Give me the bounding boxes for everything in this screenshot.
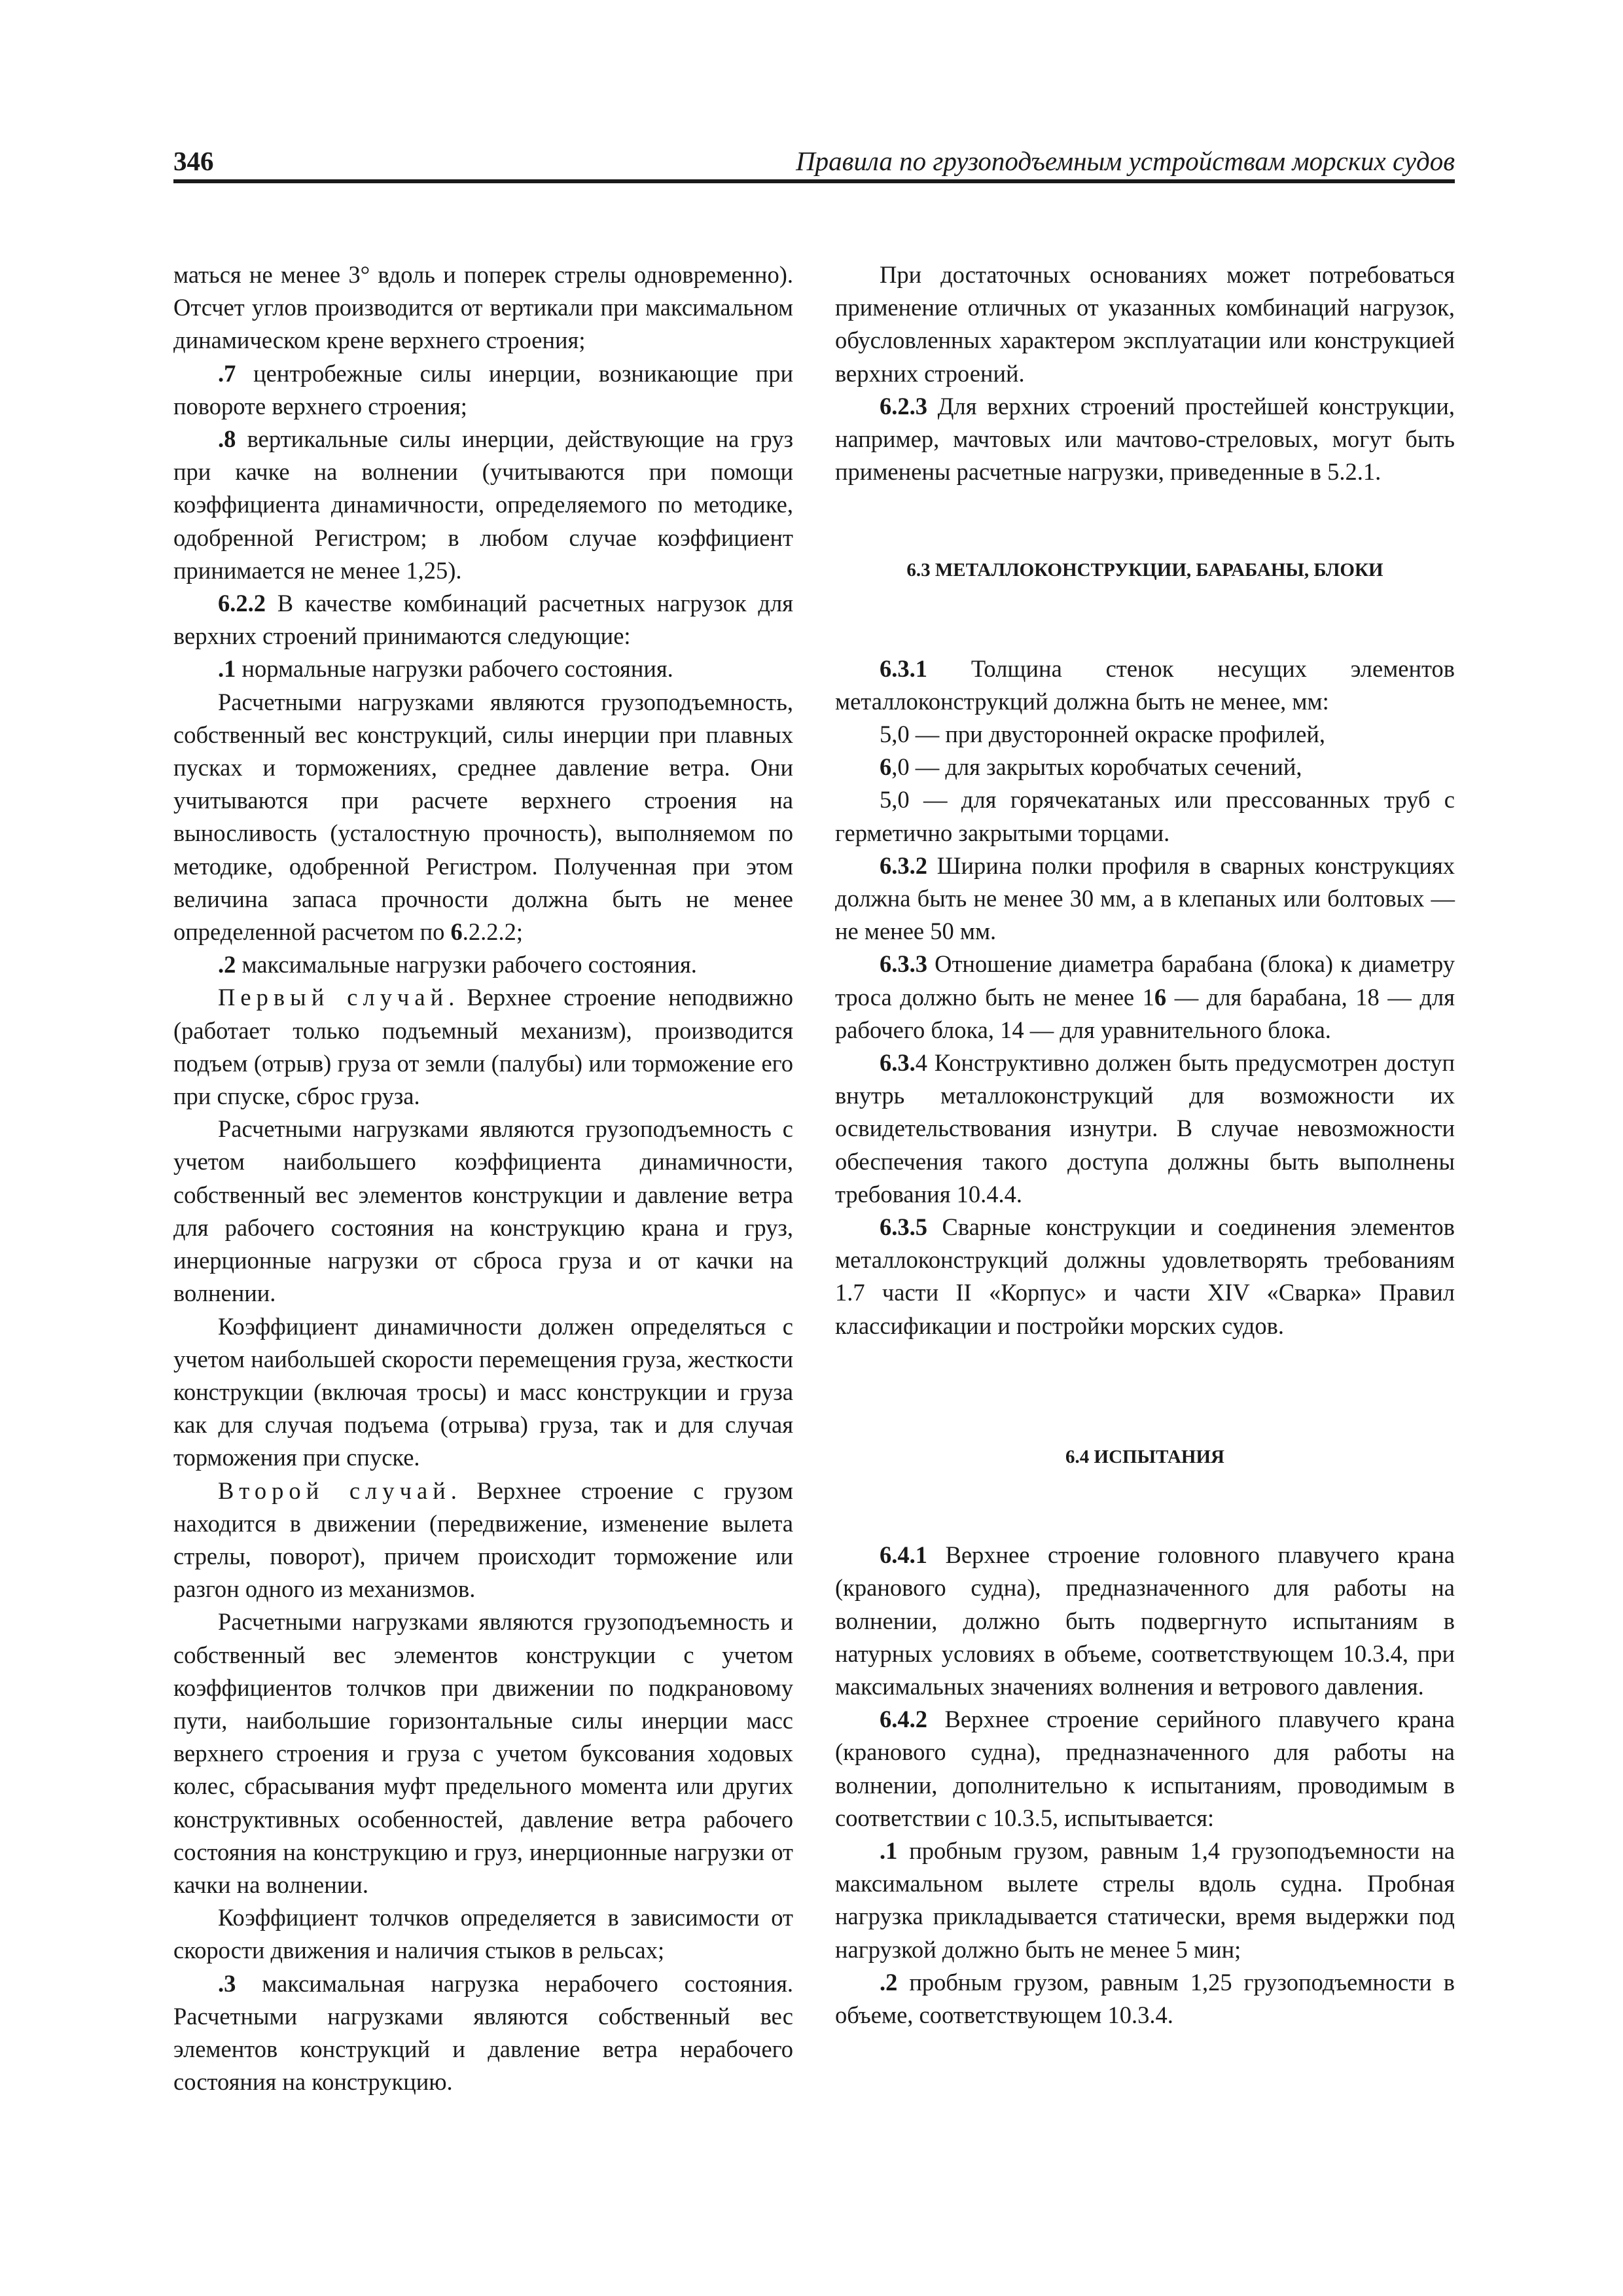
paragraph: 6.3.5 Сварные конструкции и соединения элементов металлоконструкций должны удовлетворять требованиям 1.7 части II «Корпус» и части XIV «Сварка» Правил классификации и постройки морских судов.	[835, 1213, 1455, 1339]
paragraph: 6.3.2 Ширина полки профиля в сварных конструкциях должна быть не менее 30 мм, а в клепаных или болтовых — не менее 50 мм.	[835, 852, 1455, 945]
page-number: 346	[173, 146, 214, 176]
paragraph: 6.3.1 Толщина стенок несущих элементов металлоконструкций должна быть не менее, мм:	[835, 655, 1455, 715]
paragraph: маться не менее 3° вдоль и поперек стрелы одновременно). Отсчет углов производится от вертикали при максимальном динамическом крене верхнего строения;	[173, 261, 793, 354]
paragraph: Расчетными нагрузками являются грузоподъемность с учетом наибольшего коэффициента динамичности, собственный вес элементов конструкции и давление ветра для рабочего состояния на конструкцию крана и груз, инерционные нагрузки от сброса груза и от качки на волнении.	[173, 1115, 793, 1307]
paragraph: 6.4.1 Верхнее строение головного плавучего крана (кранового судна), предназначенного для работы на волнении, должно быть подвергнуто испытаниям в натурных условиях в объеме, соответствующем 10.3.4, при максимальных значениях волнения и ветрового давления.	[835, 1541, 1455, 1700]
paragraph: 6,0 — для закрытых коробчатых сечений,	[880, 753, 1302, 781]
paragraph: .7 центробежные силы инерции, возникающие при повороте верхнего строения;	[173, 359, 793, 420]
paragraph: 6.2.3 Для верхних строений простейшей конструкции, например, мачтовых или мачтово-стреловых, могут быть применены расчетные нагрузки, приведенные в 5.2.1.	[835, 392, 1455, 486]
paragraph: Коэффициент динамичности должен определяться с учетом наибольшей скорости перемещения груза, жесткости конструкции (включая тросы) и масс конструкции и груза как для случая подъема (отрыва) груза, так и для случая торможения при спуске.	[173, 1312, 793, 1471]
paragraph: 5,0 — при двусторонней окраске профилей,	[880, 721, 1326, 748]
header-rule	[173, 179, 1455, 183]
paragraph: .1 пробным грузом, равным 1,4 грузоподъемности на максимальном вылете стрелы вдоль судна. Пробная нагрузка прикладывается статически, время выдержки под нагрузкой должно быть не менее 5 мин;	[835, 1837, 1455, 1963]
paragraph: Первый случай. Верхнее строение неподвижно (работает только подъемный механизм), производится подъем (отрыв) груза от земли (палубы) или торможение его при спуске, сброс груза.	[173, 984, 793, 1110]
paragraph: Расчетными нагрузками являются грузоподъемность и собственный вес элементов конструкции с учетом коэффициентов толчков при движении по подкрановому пути, наибольшие горизонтальные силы инерции масс верхнего строения и груза с учетом буксования ходовых колес, сбрасывания муфт предельного момента или других конструктивных особенностей, давление ветра рабочего состояния на конструкцию и груз, инерционные нагрузки от качки на волнении.	[173, 1608, 793, 1898]
left-column	[173, 259, 793, 2098]
paragraph: .3 максимальная нагрузка нерабочего состояния. Расчетными нагрузками являются собственный вес элементов конструкций и давление ветра нерабочего состояния на конструкцию.	[173, 1969, 793, 2096]
paragraph: 6.3.4 Конструктивно должен быть предусмотрен доступ внутрь металлоконструкций для возможности их освидетельствования изнутри. В случае невозможности обеспечения такого доступа должны быть выполнены требования 10.4.4.	[835, 1049, 1455, 1208]
paragraph: 6.2.2 В качестве комбинаций расчетных нагрузок для верхних строений принимаются следующие:	[173, 590, 793, 650]
paragraph: При достаточных основаниях может потребоваться применение отличных от указанных комбинаций нагрузок, обусловленных характером эксплуатации или конструкцией верхних строений.	[835, 261, 1455, 387]
running-title: Правила по грузоподъемным устройствам морских судов	[796, 146, 1455, 176]
paragraph: 5,0 — для горячекатаных или прессованных труб с герметично закрытыми торцами.	[835, 786, 1455, 846]
paragraph: 6.4.2 Верхнее строение серийного плавучего крана (кранового судна), предназначенного для работы на волнении, дополнительно к испытаниям, проводимым в соответствии с 10.3.5, испытывается:	[835, 1706, 1455, 1831]
section-heading-6-4: 6.4 ИСПЫТАНИЯ	[1065, 1446, 1224, 1467]
paragraph: Расчетными нагрузками являются грузоподъемность, собственный вес конструкций, силы инерции при плавных пусках и торможениях, среднее давление ветра. Они учитываются при расчете верхнего строения на выносливость (усталостную прочность), выполняемом по методике, одобренной Регистром. Полученная при этом величина запаса прочности должна быть не менее определенной расчетом по 6.2.2.2;	[173, 688, 793, 946]
paragraph: .2 пробным грузом, равным 1,25 грузоподъемности в объеме, соответствующем 10.3.4.	[835, 1968, 1455, 2028]
page-header	[173, 145, 1455, 182]
paragraph: .8 вертикальные силы инерции, действующие на груз при качке на волнении (учитываются при помощи коэффициента динамичности, определяемого по методике, одобренной Регистром; в любом случае коэффициент принимается не менее 1,25).	[173, 425, 793, 584]
paragraph: Второй случай. Верхнее строение с грузом находится в движении (передвижение, изменение вылета стрелы, поворот), причем происходит торможение или разгон одного из механизмов.	[173, 1477, 793, 1603]
right-column	[835, 259, 1455, 2032]
paragraph: .1 нормальные нагрузки рабочего состояния.	[218, 655, 673, 683]
paragraph: .2 максимальные нагрузки рабочего состояния.	[218, 951, 697, 978]
paragraph: 6.3.3 Отношение диаметра барабана (блока) к диаметру троса должно быть не менее 16 — для барабана, 18 — для рабочего блока, 14 — для уравнительного блока.	[835, 950, 1455, 1043]
section-heading-6-3: 6.3 МЕТАЛЛОКОНСТРУКЦИИ, БАРАБАНЫ, БЛОКИ	[906, 560, 1383, 581]
paragraph: Коэффициент толчков определяется в зависимости от скорости движения и наличия стыков в рельсах;	[173, 1904, 793, 1964]
